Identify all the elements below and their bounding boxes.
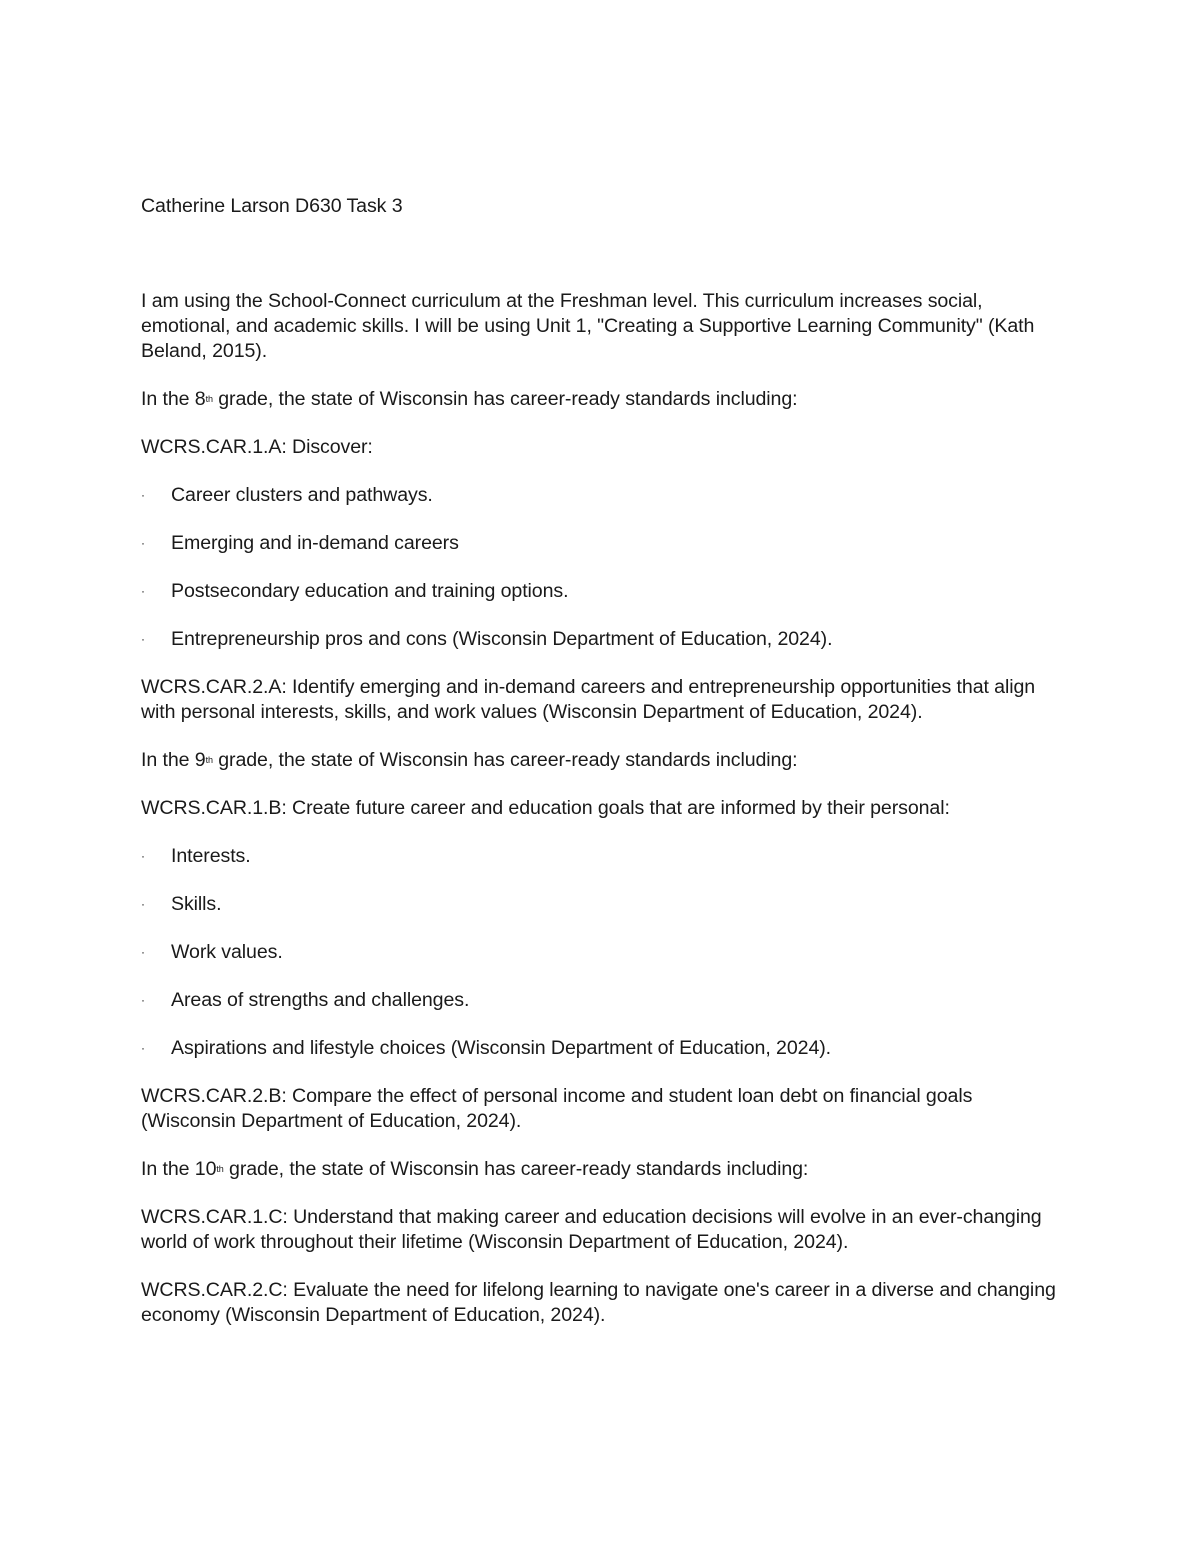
grade8-lead-rest: grade, the state of Wisconsin has career-ready standards including: <box>212 388 798 410</box>
bullet-dot: · <box>141 536 145 550</box>
grade10-ordinal-suffix: th <box>216 1164 224 1174</box>
list-item <box>141 940 1061 965</box>
list-item-text: Aspirations and lifestyle choices (Wisconsin Department of Education, 2024). <box>171 1037 832 1059</box>
bullet-dot: · <box>141 488 145 502</box>
grade9-ordinal-suffix: th <box>205 755 213 765</box>
grade8-lead: In the 8 <box>141 388 206 410</box>
grade9-lead: In the 9 <box>141 749 206 771</box>
list-item <box>141 531 1061 556</box>
document-body <box>141 194 1061 1351</box>
list-item <box>141 627 1061 652</box>
standard-car-2c: WCRS.CAR.2.C: Evaluate the need for lifelong learning to navigate one's career in a diverse and changing economy (Wisconsin Department of Education, 2024). <box>141 1279 1056 1326</box>
grade9-heading <box>141 748 1061 773</box>
list-item <box>141 483 1061 508</box>
grade9-lead-rest: grade, the state of Wisconsin has career-ready standards including: <box>212 749 798 771</box>
standard-car-2a: WCRS.CAR.2.A: Identify emerging and in-demand careers and entrepreneurship opportunities that align with personal interests, skills, and work values (Wisconsin Department of Education, 2024). <box>141 676 1036 723</box>
list-item-text: Areas of strengths and challenges. <box>171 989 470 1011</box>
standard-car-1b: WCRS.CAR.1.B: Create future career and education goals that are informed by their personal: <box>141 797 950 819</box>
standard-car-2b: WCRS.CAR.2.B: Compare the effect of personal income and student loan debt on financial goals (Wisconsin Department of Education, 2024). <box>141 1085 973 1132</box>
bullet-dot: · <box>141 993 145 1007</box>
list-item <box>141 892 1061 917</box>
list-item-text: Postsecondary education and training options. <box>171 580 569 602</box>
list-item <box>141 988 1061 1013</box>
standard-car-1c: WCRS.CAR.1.C: Understand that making career and education decisions will evolve in an ever-changing world of work throughout their lifetime (Wisconsin Department of Education, 2024). <box>141 1206 1042 1253</box>
list-item <box>141 579 1061 604</box>
list-item <box>141 844 1061 869</box>
grade10-heading <box>141 1157 1061 1182</box>
list-item-text: Entrepreneurship pros and cons (Wisconsin Department of Education, 2024). <box>171 628 833 650</box>
list-item-text: Skills. <box>171 893 222 915</box>
bullet-dot: · <box>141 945 145 959</box>
bullet-dot: · <box>141 849 145 863</box>
grade8-heading <box>141 387 1061 412</box>
list-item-text: Interests. <box>171 845 251 867</box>
list-item-text: Work values. <box>171 941 283 963</box>
list-item <box>141 1036 1061 1061</box>
standard-car-1a: WCRS.CAR.1.A: Discover: <box>141 436 373 458</box>
bullet-dot: · <box>141 632 145 646</box>
bullet-dot: · <box>141 897 145 911</box>
list-item-text: Emerging and in-demand careers <box>171 532 459 554</box>
grade8-ordinal-suffix: th <box>205 394 213 404</box>
bullet-dot: · <box>141 584 145 598</box>
document-title: Catherine Larson D630 Task 3 <box>141 195 403 217</box>
grade10-lead: In the 10 <box>141 1158 217 1180</box>
grade10-lead-rest: grade, the state of Wisconsin has career-ready standards including: <box>223 1158 809 1180</box>
intro-paragraph: I am using the School-Connect curriculum at the Freshman level. This curriculum increases social, emotional, and academic skills. I will be using Unit 1, "Creating a Supportive Learning Community" (Kath Beland, 2015). <box>141 290 1035 362</box>
list-item-text: Career clusters and pathways. <box>171 484 433 506</box>
bullet-dot: · <box>141 1041 145 1055</box>
